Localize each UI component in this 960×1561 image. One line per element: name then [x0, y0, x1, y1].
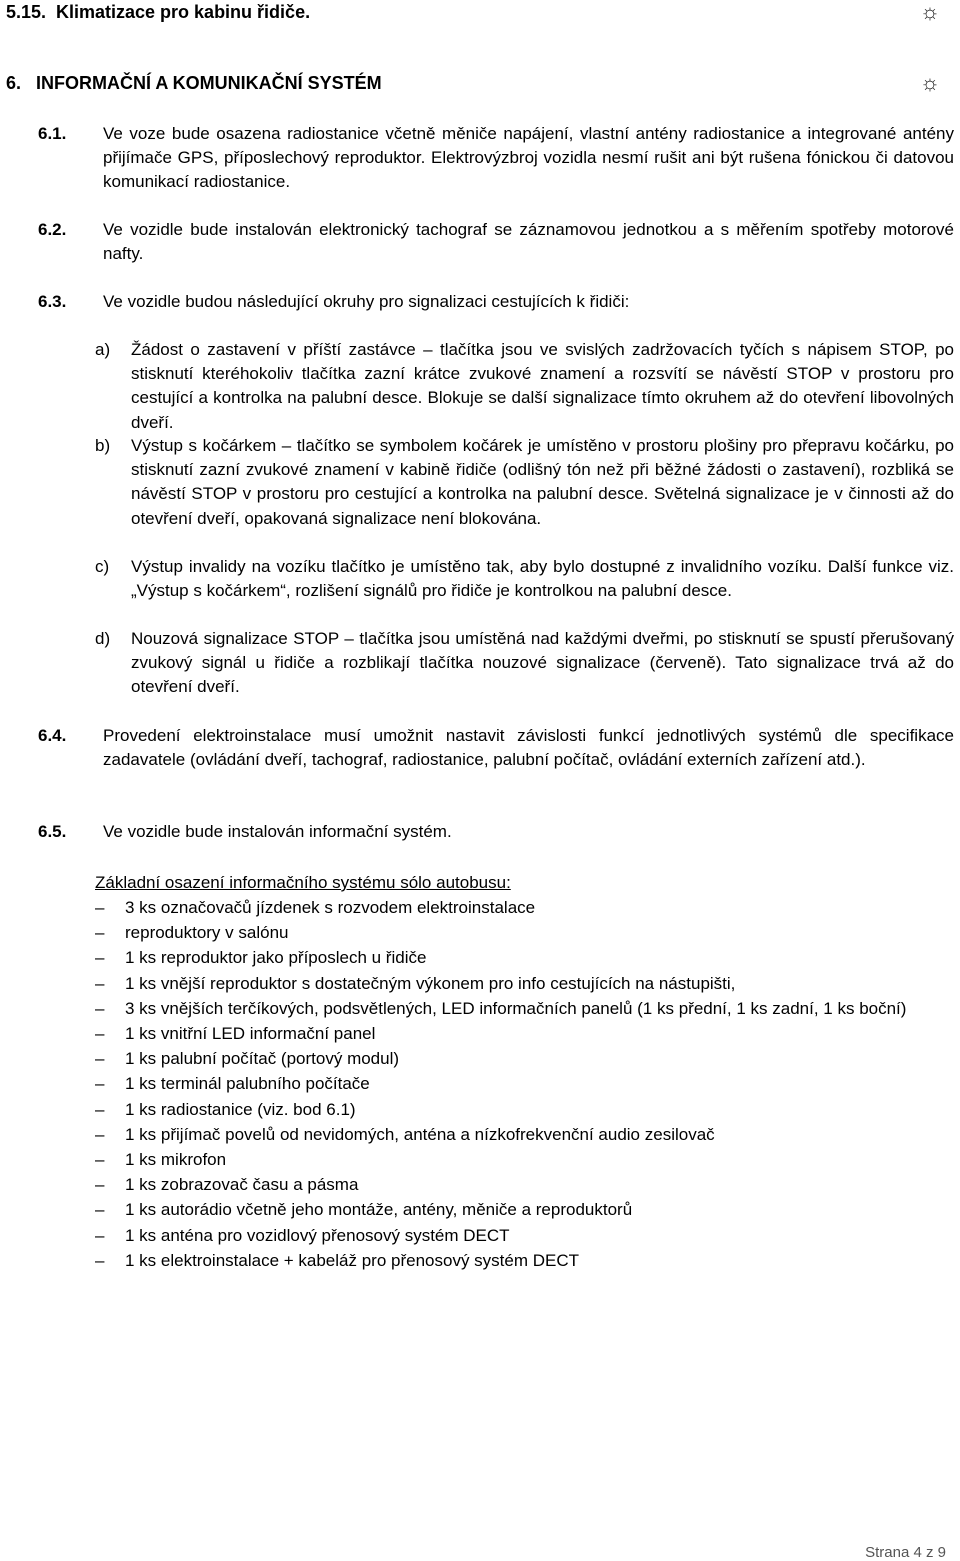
sun-icon: ☼: [919, 70, 940, 95]
item-text: 1 ks reproduktor jako příposlech u řidiče: [125, 948, 427, 968]
item-text: 3 ks označovačů jízdenek s rozvodem elektroinstalace: [125, 898, 536, 917]
list-item: [95, 627, 954, 700]
item-text: 3 ks vnějších terčíkových, podsvětlených, LED informačních panelů (1 ks přední, 1 ks zadní, 1 ks boční): [125, 998, 907, 1018]
section-6-3: [38, 290, 954, 314]
section-number: 6.3.: [38, 292, 67, 311]
list-item: [95, 1248, 954, 1273]
dash-icon: –: [95, 1074, 105, 1094]
dash-icon: –: [95, 1200, 105, 1220]
sun-icon: ☼: [919, 0, 940, 24]
item-text: Výstup invalidy na vozíku tlačítko je umístěno tak, aby bylo dostupné z invalidního vozíku. Další funkce viz. „Výstup s kočárkem“, rozlišení signálů pro řidiče je kontrolkou na palubní desce.: [131, 557, 954, 601]
section-6-2: [38, 218, 954, 266]
item-label: b): [95, 436, 111, 455]
list-item: [95, 1172, 954, 1197]
section-number: 6.5.: [38, 822, 67, 841]
heading-text: INFORMAČNÍ A KOMUNIKAČNÍ SYSTÉM: [36, 72, 382, 93]
signal-circuits-list: [95, 338, 954, 700]
item-text: 1 ks terminál palubního počítače: [125, 1074, 370, 1094]
list-item: [95, 1046, 954, 1071]
item-label: c): [95, 557, 110, 576]
list-item: [95, 945, 954, 970]
dash-icon: –: [95, 1049, 105, 1069]
list-item: [95, 434, 954, 555]
dash-icon: –: [95, 923, 105, 943]
section-6-4: [38, 724, 954, 772]
heading-5-15: [6, 1, 940, 23]
section-text: Provedení elektroinstalace musí umožnit nastavit závislosti funkcí jednotlivých systémů dle specifikace zadavatele (ovládání dveří, tachograf, radiostanice, palubní počítač, ovládání externích zařízení atd.).: [103, 726, 954, 770]
heading-6: [6, 72, 940, 94]
section-number: 6.2.: [38, 220, 67, 239]
item-text: Výstup s kočárkem – tlačítko se symbolem kočárek je umístěno v prostoru plošiny pro přepravu kočárku, po stisknutí zazní zvukové znamení v kabině řidiče (odlišný tón než při běžné žádosti o zastavení), rozbliká se návěstí STOP v prostoru pro cestující a kontrolka na palubní desce. Světelná signalizace je v činnosti až do otevření dveří, opakovaná signalizace není blokována.: [131, 436, 954, 528]
section-number: 6.1.: [38, 124, 67, 143]
list-item: [95, 1097, 954, 1122]
item-text: 1 ks radiostanice (viz. bod 6.1): [125, 1099, 356, 1119]
list-item: [95, 895, 954, 920]
heading-text: Klimatizace pro kabinu řidiče.: [56, 1, 311, 22]
section-text: Ve voze bude osazena radiostanice včetně měniče napájení, vlastní antény radiostanice a integrované antény přijímače GPS, příposlechový reproduktor. Elektrovýzbroj vozidla nesmí rušit ani být rušena fónickou či datovou komunikací radiostanice.: [103, 124, 954, 192]
item-text: 1 ks přijímač povelů od nevidomých, anténa a nízkofrekvenční audio zesilovač: [125, 1124, 715, 1144]
item-text: 1 ks vnitřní LED informační panel: [125, 1024, 376, 1044]
section-text: Ve vozidle bude instalován elektronický tachograf se záznamovou jednotkou a s měřením spotřeby motorové nafty.: [103, 220, 954, 264]
list-title-text: Základní osazení informačního systému sólo autobusu:: [95, 873, 511, 892]
section-6-1: [38, 122, 954, 195]
equipment-list: [95, 895, 954, 1273]
section-6-5: [38, 820, 954, 844]
item-text: 1 ks palubní počítač (portový modul): [125, 1049, 400, 1069]
item-label: a): [95, 340, 111, 359]
heading-number: 5.15.: [6, 1, 47, 22]
item-label: d): [95, 629, 111, 648]
list-item: [95, 1197, 954, 1222]
dash-icon: –: [95, 898, 105, 917]
item-text: 1 ks elektroinstalace + kabeláž pro přenosový systém DECT: [125, 1250, 580, 1270]
item-text: Nouzová signalizace STOP – tlačítka jsou umístěná nad každými dveřmi, po stisknutí se spustí přerušovaný zvukový signál u řidiče a rozblikají tlačítka nouzové signalizace (červeně). Tato signalizace trvá až do otevření dveří.: [131, 629, 954, 697]
list-item: [95, 555, 954, 627]
dash-icon: –: [95, 973, 105, 993]
dash-icon: –: [95, 1225, 105, 1245]
list-item: [95, 920, 954, 945]
list-item: [95, 996, 954, 1021]
list-item: [95, 1071, 954, 1096]
item-text: 1 ks vnější reproduktor s dostatečným výkonem pro info cestujících na nástupišti,: [125, 973, 736, 993]
section-text: Ve vozidle bude instalován informační systém.: [103, 822, 452, 841]
item-text: Žádost o zastavení v příští zastávce – tlačítka jsou ve svislých zadržovacích tyčích s nápisem STOP, po stisknutí kteréhokoliv tlačítka zazní krátce zvukové znamení a rozsvítí se návěstí STOP v prostoru pro cestující a kontrolka na palubní desce. Blokuje se další signalizace tímto okruhem až do otevření libovolných dveří.: [131, 340, 954, 432]
dash-icon: –: [95, 1124, 105, 1144]
item-text: 1 ks autorádio včetně jeho montáže, antény, měniče a reproduktorů: [125, 1200, 633, 1220]
dash-icon: –: [95, 948, 105, 968]
item-text: reproduktory v salónu: [125, 923, 289, 943]
item-text: 1 ks zobrazovač času a pásma: [125, 1175, 359, 1195]
list-item: [95, 1223, 954, 1248]
dash-icon: –: [95, 1175, 105, 1195]
list-item: [95, 971, 954, 996]
list-item: [95, 1147, 954, 1172]
list-item: [95, 1021, 954, 1046]
dash-icon: –: [95, 1099, 105, 1119]
list-title: [95, 870, 954, 895]
item-text: 1 ks mikrofon: [125, 1150, 227, 1170]
item-text: 1 ks anténa pro vozidlový přenosový systém DECT: [125, 1225, 510, 1245]
dash-icon: –: [95, 1250, 105, 1270]
page-number: Strana 4 z 9: [865, 1544, 946, 1561]
dash-icon: –: [95, 998, 105, 1018]
list-item: [95, 1122, 954, 1147]
section-number: 6.4.: [38, 726, 67, 745]
section-text: Ve vozidle budou následující okruhy pro signalizaci cestujících k řidiči:: [103, 292, 630, 311]
dash-icon: –: [95, 1024, 105, 1044]
list-item: [95, 338, 954, 434]
dash-icon: –: [95, 1150, 105, 1170]
heading-number: 6.: [6, 72, 22, 93]
